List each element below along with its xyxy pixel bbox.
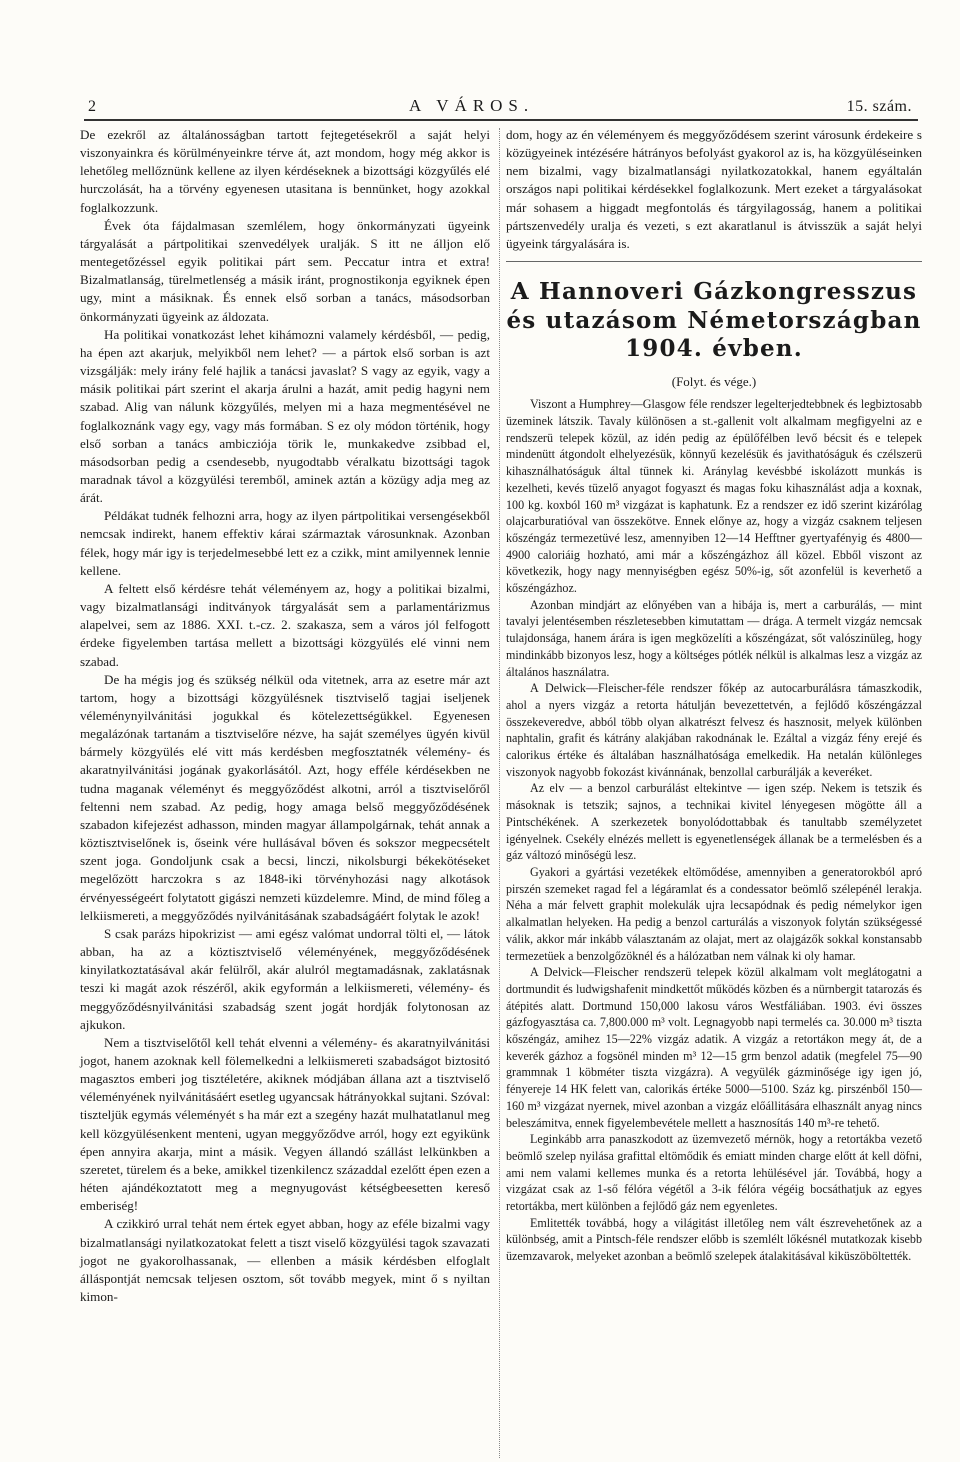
- headline-line: 1904. évben.: [625, 335, 803, 363]
- page-number: 2: [88, 98, 97, 115]
- left-column: [80, 126, 490, 1306]
- paragraph: dom, hogy az én véleményem és meggyőződésem szerint városunk érdekeire s közügyeinek intézésére hátrányos befolyást gyakorol az is, ha közgyüléseinken nem bizalmi, vagy bizalmatlansági nyilatkozatokkal, hanem egyáltalán országos napi politikai kérdésekkel foglalkozunk. Mert ezeket a tárgyalásokat már sohasem a higgadt megfontolás és tárgyilagosság, hanem a politikai pártszenvedély uralja és vezeti, s ezt akaratlanul is átvisszük a saját helyi ügyeink tárgyalására is.: [506, 127, 922, 251]
- paragraph: Azonban mindjárt az előnyében van a hibája is, mert a carburálás, — mint tavalyi jelentésemben részletesebben kimutattam — drága. A termelt vizgáz nemcsak tulajdonsága, hanem árára is igen megközelíti a kőszéngázat, sőt valószinüleg, hogy mindinkább bizonyos lesz, hogy a költséges pótlék nélkül is alkalmas lesz a vizgáz az általános használatra.: [506, 597, 922, 679]
- headline-line: A Hannoveri Gázkongresszus: [510, 278, 918, 306]
- paragraph: A feltett első kérdésre tehát véleményem az, hogy a politikai bizalmi, vagy bizalmatlansági inditványok tárgyalását sem a parlamentárizmus alapelvei, sem az 1886. XXI. t.-cz. 2. szakasza, sem a város jól felfogott érdeke figyelemben tartása mellett a bizottsági közgyülés elé vinni nem szabad.: [80, 580, 490, 669]
- paragraph: A Delvick—Fleischer rendszerü telepek közül alkalmam volt meglátogatni a dortmundit és ludwigshafenit mindkettőt működés közben és a nürnbergit tatarozás és átépités alatt. Dortmund 150,000 lakosu város Westfáliában. 1903. évi összes gázfogyasztása ca. 7,800.000 m³ volt. Legnagyobb napi termelés ca. 30.000 m³ tiszta kőszéngáz, amihez 15—22% vizgáz adatik. A vizgáz a retortákon megy át, de a keverék gázhoz a fogsönél minden m³ 12—15 grm benzol adatik (megfelel 75—90 grammnak 1 köbméter tiszta vizgázra). A vegyülék gázminősége igy igen jó, fényereje 14 HK felett van, calorikás értéke 5000—5100. Száz kg. pirszénből 150—160 m³ vizgázat nyernek, mivel azonban a vizgáz előállitására elhasznált anyag nincs beleszámitva, ennek figyelembevétele mellett a hasznosítás 140 m³-re tehető.: [506, 965, 922, 1130]
- paragraph: Ha politikai vonatkozást lehet kihámozni valamely kérdésből, — pedig, ha épen azt akarjuk, melyikből nem lehet? — a pártok első sorban is azt vizsgálják: mely irány felé hajlik a tanácsi javaslat? S vagy az egyik, vagy a másik politikai párt szerint el akarja árulni a hazát, amit pedig hagyni nem szabad. Alig van nálunk közgyűlés, melyen mi a haza megmentésével ne foglalkoznánk vagy egy, vagy más formában. S ez oly módon történik, hogy első sorban a tanács ambicziója törik le, munkakedve zsibbad el, másodsorban pedig a csendesebb, nyugodtabb véralkatu bizottsági tagok maradnak távol a közgyülési teremből, aminek aztán a közügy adja meg az árát.: [80, 326, 490, 506]
- paragraph: A czikkiró urral tehát nem értek egyet abban, hogy az eféle bizalmi vagy bizalmatlansági nyilatkozatokat felett a tiszt viselő közgyülési tagok szavazati jogot ne gyakorolhassanak, — ellenben a másik kérdésben elfoglalt álláspontját nemcsak teljesen osztom, sőt tovább megyek, mint ő s nyiltan kimon-: [80, 1216, 490, 1304]
- header-rule: [84, 119, 918, 121]
- paragraph: Nem a tisztviselőtől kell tehát elvenni a vélemény- és akaratnyilvánitási jogot, hanem azoknak kell fölemelkedni a lelkiismereti szabadságot biztositó magasztos emberi jog tisztéletére, akiknek módjában állana azt a tisztviselő véleményének nyilvánitásáért esetleg ugyancsak hátrányokkal sujtani. Szóval: tiszteljük egymás véleményét s ha már ezt a szegény hazát mulhatatlanul meg kell közgyülésenkent menteni, ugyan meggyőződve arról, hogy ezt egyikünk épen annyira akarja, mint a másik. Vegyen állandó szállást lelkünkben a szeretet, türelem és a beke, amikkel tizenkilencz századdal ezelőtt épen ezen a héten ajándékoztatott meg a megnyugovást kétségbeesetten kereső emberiség!: [80, 1034, 490, 1214]
- paragraph: A Delwick—Fleischer-féle rendszer főkép az autocarburálásra támaszkodik, ahol a nyers vizgáz a retorta hátulján bevezettetvén, a fejlődő kőszéngázzal összekeveredve, abból több olyan alkatrészt felvesz és hasznosit, melyek különben naphtalin, grafit és kátrány alakjában rakodnának le. Ezáltal a vizgáz fény erejé és calorikus értéke és általában használhatósága emelkedik. Ha netalán különleges viszonyok nagyobb fokozást kivánnának, benzollal carburálják a keveréket.: [506, 681, 922, 779]
- article-subhead: (Folyt. és vége.): [671, 373, 757, 389]
- article-separator: [506, 261, 922, 262]
- page-header: [88, 96, 912, 118]
- article: [506, 278, 922, 1265]
- column-divider: [499, 128, 500, 1458]
- paragraph: Leginkább arra panaszkodott az üzemvezető mérnök, hogy a retortákba vezető beömlő szelep nyilása grafittal eltömődik és emiatt minden charge előtt át kell döfni, ami nem valami kellemes munka és a retorta lehülésével jár. Továbbá, hogy a vizgázat csak az 1-ső félóra végétől a 3-ik félóra végéig bocsáthatjuk az egyes retortákba, mert különben a fejlődő gáz nem egyenletes.: [506, 1132, 922, 1214]
- paragraph: Viszont a Humphrey—Glasgow féle rendszer legelterjedtebbnek és legbiztosabb üzeminek látszik. Tavaly különösen a st.-gallenit volt alkalmam megfigyelni az e rendszerü telepek közül, az idén pedig az épülőfélben levő bécsit és e telepek mindenütt átgondolt elhelyezésük, könnyű kezelésük és javithatóságuk és czélszerü kihasználhatóságuk által tünnek ki. Aránylag kevésbbé iskolázott munkás is kezelheti, kevés tüzelő anyagot fogyaszt és magas foku kihasználást adja a koxnak, 100 kg. koxból 160 m³ vizgázat is kaphatunk. Ez a rendszer ez idő szerint kizárólag olajcarburatióval van összekötve. Ennek előnye az, hogy a vizgáz csaknem teljesen kőszéngáz termezetüvé lesz, amennyiben 12—14 Hefftner gyertyafényig és 4800—4900 caloriáig hozható, ami már a kőszéngázhoz áll közel. Ebből viszont az következik, hogy nagy mennyiségben egész 50%-ig, sőt azonfelül is keverhető a kőszéngázhoz.: [506, 397, 922, 596]
- paragraph: De ezekről az általánosságban tartott fejtegetésekről a saját helyi viszonyainkra és körülményeinkre térve át, azt mondom, hogy még akkor is lehetőleg mellőznünk kellene az ilyen kérdéseknek a bizottsági közgyűlés elé hurczolását, ha a törvény egyenesen utasitana is bennünket, hogy azokkal foglalkozzunk.: [80, 127, 490, 215]
- paragraph: S csak parázs hipokrizist — ami egész valómat undorral tölti el, — látok abban, ha az a köztisztviselő véleményének, meggyőződésének kinyilatkoztatásával akár felülről, akár alulról megtamadásnak, zaklatásnak teszi ki magát azok részéről, akik egyformán a lelkiismereti, vélemény- és meggyőződésnyilvánitási szabadság szent jogát hordják folytonosan az ajkukon.: [80, 925, 490, 1032]
- publication-title: A VÁROS.: [408, 96, 535, 115]
- right-column: [506, 126, 922, 1265]
- article-headline: [506, 278, 922, 364]
- headline-line: és utazásom Németországban: [506, 306, 922, 334]
- paragraph: Évek óta fájdalmasan szemlélem, hogy önkormányzati ügyeink tárgyalását a pártpolitikai szenvedélyek uralják. S itt ne álljon elő mentegetőzéssel egyik politikai párt sem. Peccatur intra et extra! Bizalmatlanság, türelmetlenség a másik iránt, prognostikonja egyiknek épen ugy, mint a másiknak. És ennek első sorban a tanács, másodsorban önkormányzati ügyeink az áldozata.: [80, 217, 490, 324]
- paragraph: Példákat tudnék felhozni arra, hogy az ilyen pártpolitikai versengésekből nemcsak indirekt, hanem effektiv kárai származtak városunknak. Azonban félek, hogy már igy is terjedelmesebbé lett ez a czikk, mint amilyennek lennie kellene.: [80, 508, 490, 578]
- continued-text: [506, 126, 922, 253]
- paragraph: De ha mégis jog és szükség nélkül oda vitetnek, arra az esetre már azt tartom, hogy a bizottsági közgyülésnek tisztviselő tagjai iseljenek véleménynyilvánitási jogukkal és kötelezettségükkel. Egyenesen megalázónak tartanám a tisztviselőre nézve, ha saját személyes ügyén kivül bármely közgyülés elé vitt más kerdésben megfosztatnék vélemény- és akaratnyilvánitási jogának gyakorlásától. Azt, hogy efféle kérdésekben ne tudna maganak véleményt és meggyőződést alkotni, arról a tisztviselőről feltenni nem szabad. Az pedig, hogy amaga belső meggyőződésének szabadon kifejezést adhasson, minden magyar állampolgárnak, tehát annak a köztisztviselőnek is, őseink vére hullásával bőven és sokszor megpecsételt szent joga. Gondoljunk csak a becsi, linczi, nikolsburgi békekötéseket megelőzött harczokra s az 1848-iki törvényhozási nagy alkotások érvényességeért folytatott gigászi nemzeti küzdelemre. Mind, de mind főleg a lelkiismereti, a meggyőződés nyilvánitásának szabadságáért folytak le azok!: [80, 671, 490, 923]
- paragraph: Emlitették továbbá, hogy a világitást illetőleg nem vált észrevehetőnek az a különbség, amit a Pintsch-féle rendszer előbb is szemlélt lőkésnél mutatkozak kisebb üzemzavarok, melyeket azonban a beömlő szelepek átalakitásával kiküszöböltették.: [506, 1215, 922, 1264]
- paragraph: Gyakori a gyártási vezetékek eltömődése, amennyiben a generatorokból apró pirszén szemeket ragad fel a légáramlat és a condessator beömlő szélepénél lerakja. Néha a már felvett graphit molekulák ujra lecsapódnak és pedig némelykor igen alkalmatlan helyeken. Ha pedig a benzol carturálás a viszonyok folytán szükségessé válik, akkor már inkább választanám az olajat, mert az olajgázők sokkal konstansabb termezetüek a benzolgőzöknél és a hálózatban nem válnak ki oly hamar.: [506, 864, 922, 963]
- issue-number: 15. szám.: [846, 98, 912, 115]
- paragraph: Az elv — a benzol carburálást eltekintve — igen szép. Nekem is tetszik és másoknak is tetszik; sajnos, a technikai kivitel lényegesen mögötte áll a Pintschékének. A szerkezetek bonyolódottabbak és tanultabb személyzetet igényelnek. Csekély elnézés mellett is egyenetlenségek állanak be a termelésben és a gáz változó minőségü lesz.: [506, 781, 922, 863]
